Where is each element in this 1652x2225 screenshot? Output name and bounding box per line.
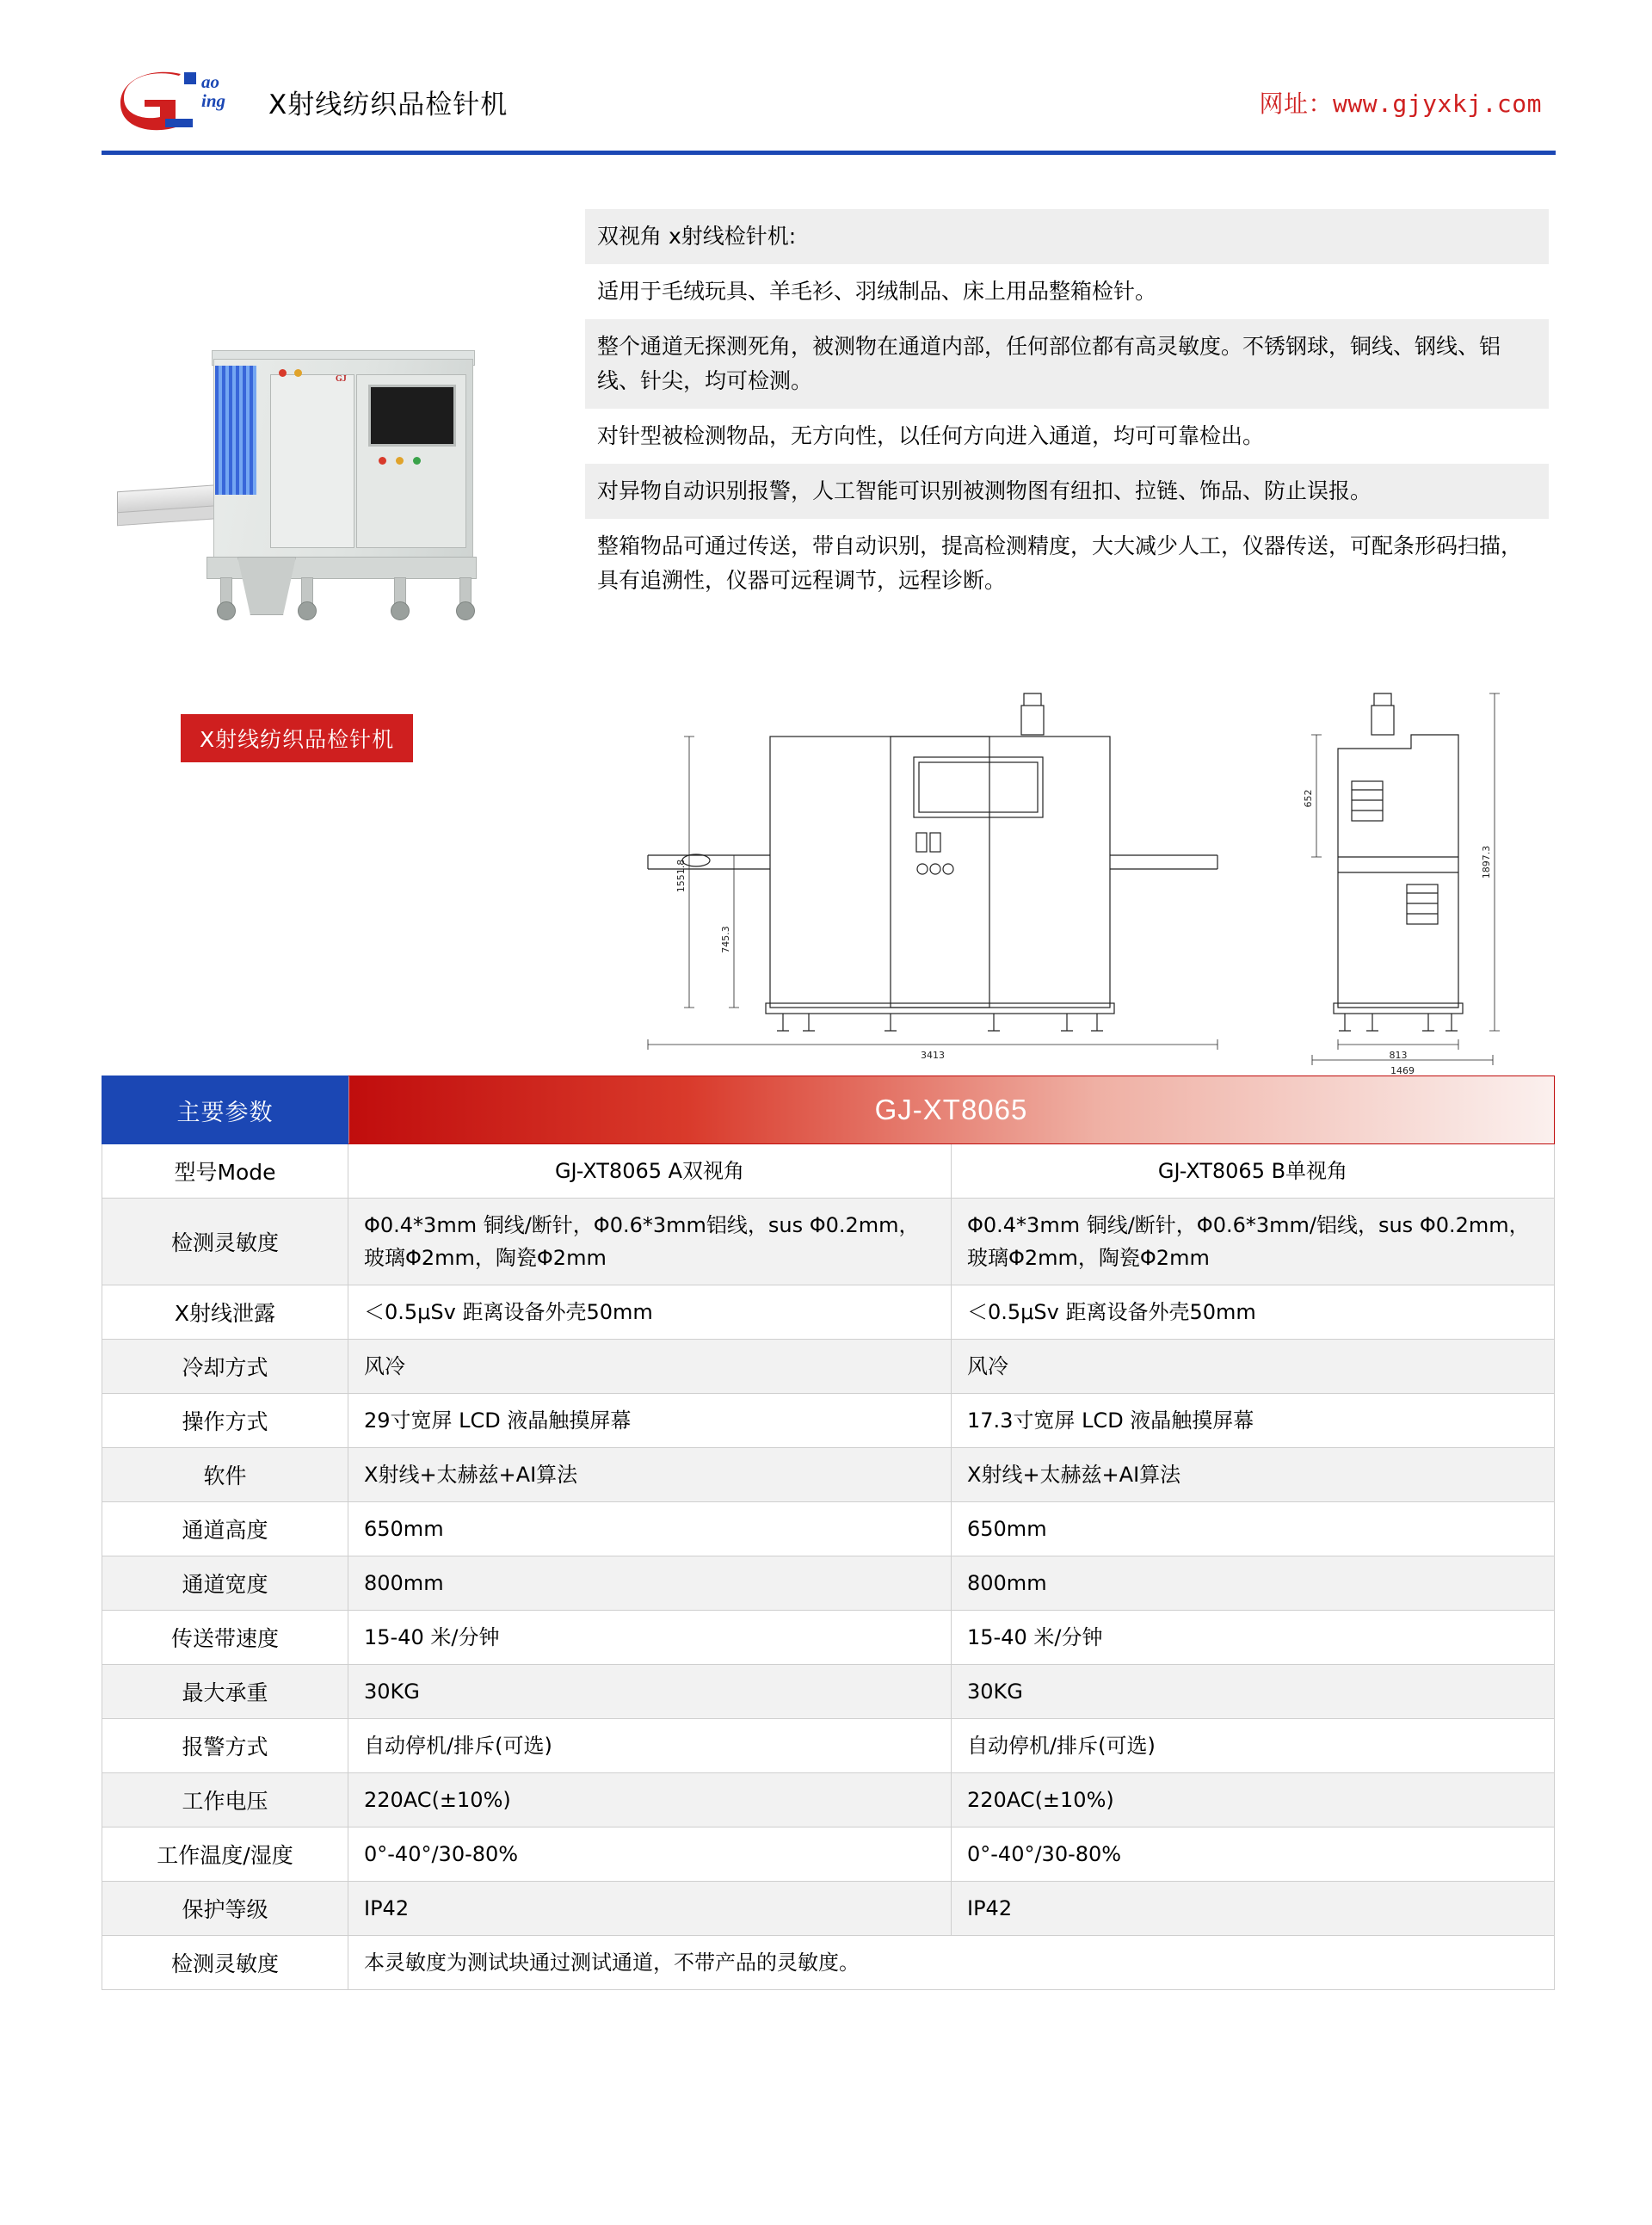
- row-label: 报警方式: [102, 1719, 348, 1773]
- row-value-a: 800mm: [348, 1556, 952, 1611]
- row-value-a: 0°-40°/30-80%: [348, 1827, 952, 1882]
- photo-lcd-screen: [368, 385, 456, 447]
- row-value-a: 220AC(±10%): [348, 1773, 952, 1827]
- table-header-model: GJ-XT8065: [348, 1076, 1555, 1144]
- row-value-b: Φ0.4*3mm 铜线/断针，Φ0.6*3mm/铝线，sus Φ0.2mm，玻璃Φ2mm，陶瓷Φ2mm: [952, 1199, 1555, 1285]
- technical-drawing: [632, 688, 1557, 1076]
- row-value-b: X射线+太赫兹+AI算法: [952, 1448, 1555, 1502]
- logo-g-icon: [119, 71, 198, 136]
- row-label: 工作温度/湿度: [102, 1827, 348, 1882]
- table-row: [102, 1773, 1555, 1827]
- dim-side-total: 1469: [1390, 1065, 1415, 1076]
- photo-indicator-yellow: [294, 369, 302, 377]
- row-value-b: 220AC(±10%): [952, 1773, 1555, 1827]
- row-value-a: 风冷: [348, 1340, 952, 1394]
- table-row: [102, 1827, 1555, 1882]
- table-header-left: 主要参数: [102, 1076, 348, 1144]
- footer-row-label: 检测灵敏度: [102, 1936, 348, 1990]
- page-header: [102, 53, 1556, 155]
- footer-row-value: 本灵敏度为测试块通过测试通道，不带产品的灵敏度。: [348, 1936, 1555, 1990]
- table-footer-row: [102, 1936, 1555, 1990]
- photo-brand-mark: GJ: [336, 374, 347, 384]
- page-title: X射线纺织品检针机: [268, 89, 509, 120]
- photo-door-left: [270, 374, 354, 548]
- row-label: 传送带速度: [102, 1611, 348, 1665]
- dim-front-height: 1551.8: [675, 859, 687, 893]
- row-label: 型号Mode: [102, 1144, 348, 1199]
- dim-side-height: 1897.3: [1481, 845, 1492, 879]
- feature-item: 适用于毛绒玩具、羊毛衫、羽绒制品、床上用品整箱检针。: [597, 279, 1157, 304]
- company-logo: [119, 65, 248, 139]
- parameters-table: [102, 1076, 1555, 1990]
- table-row: [102, 1285, 1555, 1340]
- table-row: [102, 1394, 1555, 1448]
- table-row: [102, 1882, 1555, 1936]
- row-value-a: 30KG: [348, 1665, 952, 1719]
- feature-item: 对针型被检测物品，无方向性，以任何方向进入通道，均可可靠检出。: [597, 423, 1265, 448]
- photo-caster: [298, 601, 317, 620]
- parameters-table-wrap: [102, 1076, 1554, 1990]
- dim-front-lower: 745.3: [720, 926, 731, 953]
- feature-item: 双视角 x射线检针机:: [585, 209, 1549, 264]
- table-row: [102, 1144, 1555, 1199]
- row-value-a: ＜0.5μSv 距离设备外壳50mm: [348, 1285, 952, 1340]
- row-value-b: 30KG: [952, 1665, 1555, 1719]
- dim-front-width: 3413: [921, 1050, 945, 1061]
- row-label: 最大承重: [102, 1665, 348, 1719]
- feature-item: 整个通道无探测死角，被测物在通道内部，任何部位都有高灵敏度。不锈钢球，铜线、钢线、铝线、针尖，均可检测。: [585, 319, 1549, 409]
- table-row: [102, 1611, 1555, 1665]
- row-value-a: X射线+太赫兹+AI算法: [348, 1448, 952, 1502]
- feature-item: 整箱物品可通过传送，带自动识别，提高检测精度，大大减少人工，仪器传送，可配条形码扫描，具有追溯性，仪器可远程调节，远程诊断。: [597, 533, 1523, 593]
- row-value-a: Φ0.4*3mm 铜线/断针，Φ0.6*3mm铝线，sus Φ0.2mm，玻璃Φ2mm，陶瓷Φ2mm: [348, 1199, 952, 1285]
- row-value-b: ＜0.5μSv 距离设备外壳50mm: [952, 1285, 1555, 1340]
- row-value-a: GJ-XT8065 A双视角: [348, 1144, 952, 1199]
- row-value-b: 650mm: [952, 1502, 1555, 1556]
- row-value-a: 29寸宽屏 LCD 液晶触摸屏幕: [348, 1394, 952, 1448]
- photo-lead-curtain: [215, 366, 256, 495]
- row-label: 软件: [102, 1448, 348, 1502]
- row-value-a: 15-40 米/分钟: [348, 1611, 952, 1665]
- table-header-row: [102, 1076, 1555, 1144]
- photo-button-yellow: [396, 457, 404, 465]
- photo-button-red: [379, 457, 386, 465]
- table-row: [102, 1199, 1555, 1285]
- row-label: 工作电压: [102, 1773, 348, 1827]
- photo-outlet-chute: [237, 557, 296, 615]
- table-row: [102, 1502, 1555, 1556]
- row-label: 保护等级: [102, 1882, 348, 1936]
- row-label: 通道宽度: [102, 1556, 348, 1611]
- logo-text-top: ao: [201, 71, 219, 92]
- table-row: [102, 1556, 1555, 1611]
- row-value-b: 15-40 米/分钟: [952, 1611, 1555, 1665]
- table-row: [102, 1448, 1555, 1502]
- row-label: 冷却方式: [102, 1340, 348, 1394]
- row-value-b: 自动停机/排斥(可选): [952, 1719, 1555, 1773]
- table-row: [102, 1719, 1555, 1773]
- photo-caster: [391, 601, 410, 620]
- row-value-b: 17.3寸宽屏 LCD 液晶触摸屏幕: [952, 1394, 1555, 1448]
- dim-side-width: 813: [1389, 1050, 1408, 1061]
- row-label: X射线泄露: [102, 1285, 348, 1340]
- row-label: 通道高度: [102, 1502, 348, 1556]
- row-value-b: 风冷: [952, 1340, 1555, 1394]
- row-value-a: IP42: [348, 1882, 952, 1936]
- row-label: 操作方式: [102, 1394, 348, 1448]
- drawing-svg: [632, 688, 1557, 1076]
- table-row: [102, 1340, 1555, 1394]
- feature-list: [585, 209, 1549, 608]
- row-value-b: IP42: [952, 1882, 1555, 1936]
- logo-text-bottom: ing: [201, 89, 226, 111]
- row-value-a: 650mm: [348, 1502, 952, 1556]
- photo-indicator-red: [279, 369, 287, 377]
- product-photo: [110, 305, 558, 615]
- table-row: [102, 1665, 1555, 1719]
- dim-side-top: 652: [1303, 789, 1314, 808]
- row-label: 检测灵敏度: [102, 1199, 348, 1285]
- website-url: 网址：www.gjyxkj.com: [1259, 89, 1542, 118]
- product-caption-badge: X射线纺织品检针机: [181, 714, 413, 762]
- feature-item: 对异物自动识别报警，人工智能可识别被测物图有纽扣、拉链、饰品、防止误报。: [585, 464, 1549, 519]
- photo-caster: [217, 601, 236, 620]
- logo-wordmark: [201, 72, 225, 110]
- row-value-b: 800mm: [952, 1556, 1555, 1611]
- photo-button-green: [413, 457, 421, 465]
- row-value-b: GJ-XT8065 B单视角: [952, 1144, 1555, 1199]
- row-value-a: 自动停机/排斥(可选): [348, 1719, 952, 1773]
- photo-caster: [456, 601, 475, 620]
- row-value-b: 0°-40°/30-80%: [952, 1827, 1555, 1882]
